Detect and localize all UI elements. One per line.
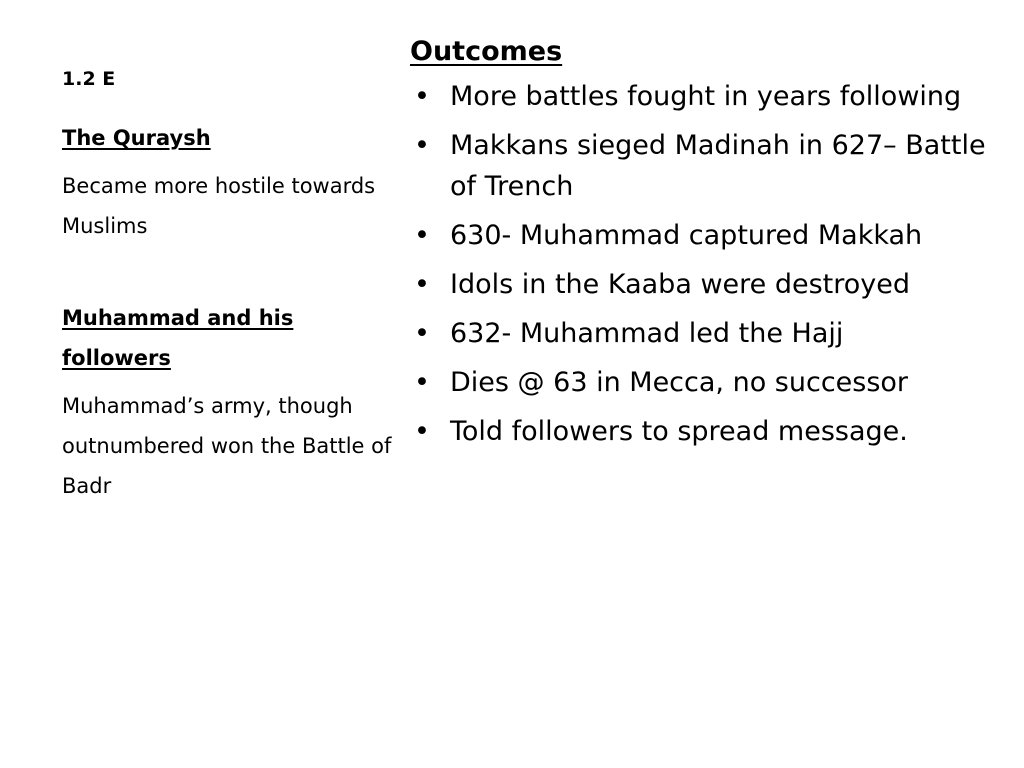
- list-item-text: Told followers to spread message.: [450, 416, 908, 447]
- list-item: [410, 215, 1010, 256]
- bullet-icon: •: [414, 81, 430, 112]
- section-body: Became more hostile towards Muslims: [62, 174, 376, 238]
- section-heading: The Quraysh: [62, 126, 211, 150]
- list-item: [410, 264, 1010, 305]
- list-item-text: Dies @ 63 in Mecca, no successor: [450, 367, 909, 398]
- left-column: [62, 118, 392, 506]
- list-item: [410, 362, 1010, 403]
- bullet-icon: •: [414, 220, 430, 251]
- list-item-text: More battles fought in years following: [450, 81, 962, 112]
- slide-title: 1.2 E: [62, 68, 116, 90]
- section-heading: Muhammad and his followers: [62, 306, 294, 370]
- list-item-text: 632- Muhammad led the Hajj: [450, 318, 844, 349]
- bullet-icon: •: [414, 367, 430, 398]
- bullet-icon: •: [414, 318, 430, 349]
- bullet-icon: •: [414, 416, 430, 447]
- outcomes-heading: Outcomes: [410, 36, 563, 67]
- list-item: [410, 76, 1010, 117]
- outcomes-column: [410, 30, 1010, 452]
- section-spacer: [62, 246, 392, 298]
- bullet-icon: •: [414, 130, 430, 161]
- section-quraysh: [62, 118, 392, 246]
- outcomes-list: [410, 76, 1010, 452]
- list-item-text: Makkans sieged Madinah in 627– Battle of Trench: [450, 130, 986, 202]
- section-muhammad-followers: [62, 298, 392, 506]
- list-item-text: Idols in the Kaaba were destroyed: [450, 269, 911, 300]
- list-item: [410, 411, 1010, 452]
- list-item: [410, 125, 1010, 207]
- bullet-icon: •: [414, 269, 430, 300]
- list-item-text: 630- Muhammad captured Makkah: [450, 220, 923, 251]
- list-item: [410, 313, 1010, 354]
- section-body: Muhammad’s army, though outnumbered won the Battle of Badr: [62, 394, 392, 498]
